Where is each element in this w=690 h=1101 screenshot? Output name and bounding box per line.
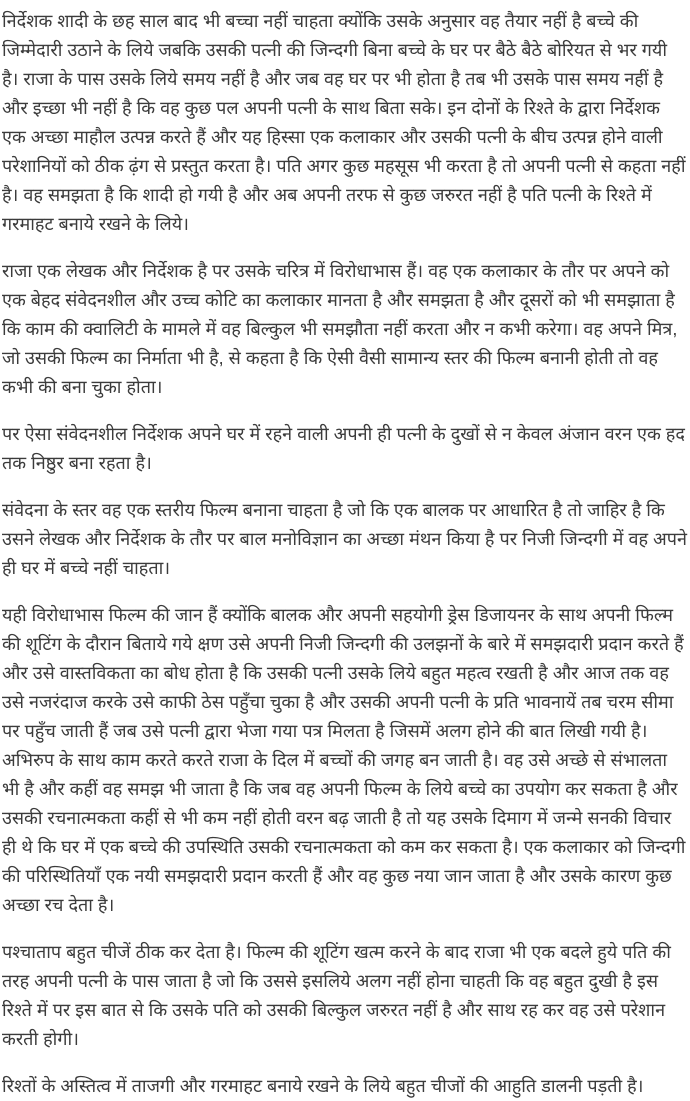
paragraph-1: निर्देशक शादी के छह साल बाद भी बच्चा नहीं चाहता क्योंकि उसके अनुसार वह तैयार नहीं है बच्चे की जिम्मेदारी उठाने के लिये जबकि उसकी पत्नी की जिन्दगी बिना बच्चे के घर पर बैठे बैठे बोरियत से भर गयी है। राजा के पास उसके लिये समय नहीं है और जब वह घर पर भी होता है तब भी उसके पास समय नहीं है और इच्छा भी नहीं है कि वह कुछ पल अपनी पत्नी के साथ बिता सके। इन दोनों के रिश्ते के द्वारा निर्देशक एक अच्छा माहौल उत्पन्न करते हैं और यह हिस्सा एक कलाकार और उसकी पत्नी के बीच उत्पन्न होने वाली परेशानियों को ठीक ढ़ंग से प्रस्तुत करता है। पति अगर कुछ महसूस भी करता है तो अपनी पत्नी से कहता नहीं है। वह समझता है कि शादी हो गयी है और अब अपनी तरफ से कुछ जरुरत नहीं है पति पत्नी के रिश्ते में गरमाहट बनाये रखने के लिये। [2,11,686,234]
paragraph-6: पश्चाताप बहुत चीजें ठीक कर देता है। फिल्म की शूटिंग खत्म करने के बाद राजा भी एक बदले हुये पति की तरह अपनी पत्नी के पास जाता है जो कि उससे इसलिये अलग नहीं होना चाहती कि वह बहुत दुखी है इस रिश्ते में पर इस बात से कि उसके पति को उसकी बिल्कुल जरुरत नहीं है और साथ रह कर वह उसे परेशान करती होगी। [2,942,671,1049]
paragraph-3: पर ऐसा संवेदनशील निर्देशक अपने घर में रहने वाली अपनी ही पत्नी के दुखों से न केवल अंजान वरन एक हद तक निष्ठुर बना रहता है। [2,424,685,473]
paragraph-5: यही विरोधाभास फिल्म की जान हैं क्योंकि बालक और अपनी सहयोगी ड्रेस डिजायनर के साथ अपनी फिल्म की शूटिंग के दौरान बिताये गये क्षण उसे अपनी निजी जिन्दगी की उलझनों के बारे में समझदारी प्रदान करते हैं और उसे वास्तविकता का बोध होता है कि उसकी पत्नी उसके लिये बहुत महत्व रखती है और आज तक वह उसे नजरंदाज करके उसे काफी ठेस पहुँचा चुका है और उसकी अपनी पत्नी के प्रति भावनायें तब चरम सीमा पर पहुँच जाती हैं जब उसे पत्नी द्वारा भेजा गया पत्र मिलता है जिसमें अलग होने की बात लिखी गयी है। अभिरुप के साथ काम करते करते राजा के दिल में बच्चों की जगह बन जाती है। वह उसे अच्छे से संभालता भी है और कहीं वह समझ भी जाता है कि जब वह अपनी फिल्म के लिये बच्चे का उपयोग कर सकता है और उसकी रचनात्मकता कहीं से भी कम नहीं होती वरन बढ़ जाती है तो यह उसके दिमाग में जन्मे सनकी विचार ही थे कि घर में एक बच्चे की उपस्थिति उसकी रचनात्मकता को कम कर सकता है। एक कलाकार को जिन्दगी की परिस्थितियाँ एक नयी समझदारी प्रदान करती हैं और वह कुछ नया जान जाता है और उसके कारण कुछ अच्छा रच देता है। [2,605,686,915]
paragraph-2: राजा एक लेखक और निर्देशक है पर उसके चरित्र में विरोधाभास हैं। वह एक कलाकार के तौर पर अपने को एक बेहद संवेदनशील और उच्च कोटि का कलाकार मानता है और समझता है और दूसरों को भी समझाता है कि काम की क्वालिटी के मामले में वह बिल्कुल भी समझौता नहीं करता और न कभी करेगा। वह अपने मित्र, जो उसकी फिल्म का निर्माता भी है, से कहता है कि ऐसी वैसी सामान्य स्तर की फिल्म बनानी होती तो वह कभी की बना चुका होता। [2,261,678,397]
paragraph-4: संवेदना के स्तर वह एक स्तरीय फिल्म बनाना चाहता है जो कि एक बालक पर आधारित है तो जाहिर है कि उसने लेखक और निर्देशक के तौर पर बाल मनोविज्ञान का अच्छा मंथन किया है पर निजी जिन्दगी में वह अपने ही घर में बच्चे नहीं चाहता। [2,500,687,578]
paragraph-7: रिश्तों के अस्तित्व में ताजगी और गरमाहट बनाये रखने के लिये बहुत चीजों की आहुति डालनी पड़ती है। [2,1076,644,1096]
